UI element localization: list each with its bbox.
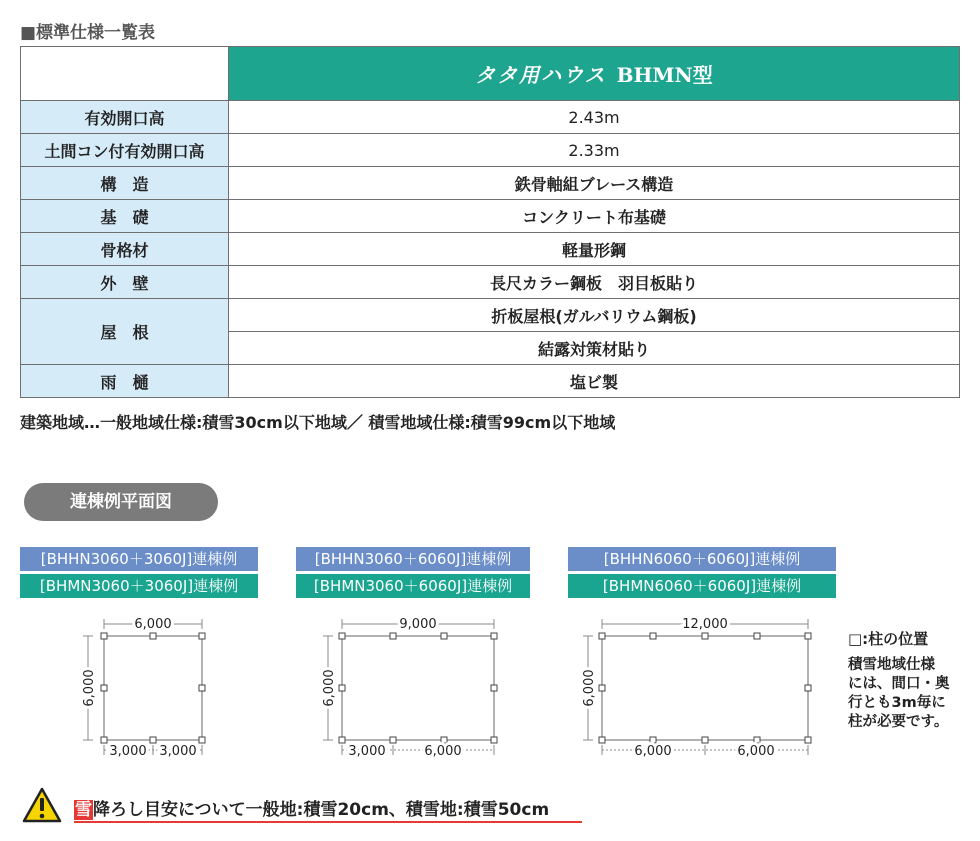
spec-row	[21, 266, 960, 299]
plan-bottom-dim: 3,000	[159, 744, 197, 759]
spec-value: 折板屋根(ガルバリウム鋼板)	[229, 299, 960, 332]
spec-value: 2.33m	[229, 134, 960, 167]
spec-row	[21, 299, 960, 332]
floor-plan-1	[76, 612, 226, 766]
plan-depth: 6,000	[322, 669, 337, 707]
plan-label-top: [BHHN3060＋6060J]連棟例	[296, 547, 530, 571]
snow-note-line: には、間口・奥	[848, 676, 950, 692]
spec-value: 塩ビ製	[229, 365, 960, 398]
spec-value: 2.43m	[229, 101, 960, 134]
warning-text	[74, 795, 549, 820]
plan-bottom-dim: 6,000	[737, 744, 775, 759]
warning-message: 降ろし目安について一般地:積雪20cm、積雪地:積雪50cm	[93, 800, 550, 820]
brand-model: BHMN型	[616, 63, 713, 87]
brand-cell	[229, 47, 960, 101]
spec-row	[21, 233, 960, 266]
plan-width: 12,000	[682, 617, 728, 632]
plan-width: 9,000	[399, 617, 437, 632]
plan-bottom-dim: 3,000	[109, 744, 147, 759]
warning-icon	[22, 787, 62, 823]
spec-label: 基 礎	[21, 200, 229, 233]
snow-region-note	[848, 656, 978, 732]
spec-label: 雨 樋	[21, 365, 229, 398]
column-legend: □:柱の位置	[848, 630, 929, 648]
spec-header-blank	[21, 47, 229, 101]
plan-bottom-dim: 6,000	[424, 744, 462, 759]
spec-value: 長尺カラー鋼板 羽目板貼り	[229, 266, 960, 299]
spec-row	[21, 167, 960, 200]
floor-plan-3	[576, 612, 816, 766]
plan-bottom-dim: 6,000	[634, 744, 672, 759]
snow-note-line: 柱が必要です。	[848, 714, 949, 730]
spec-value: コンクリート布基礎	[229, 200, 960, 233]
plan-label-bottom: [BHMN3060＋6060J]連棟例	[296, 574, 530, 598]
spec-row	[21, 200, 960, 233]
spec-label: 土間コン付有効開口高	[21, 134, 229, 167]
spec-value: 結露対策材貼り	[229, 332, 960, 365]
plan-section-title: 連棟例平面図	[24, 483, 218, 521]
snow-note-line: 行とも3m毎に	[848, 695, 946, 711]
warning-red-char: 雪	[75, 800, 92, 820]
spec-header-row	[21, 47, 960, 101]
spec-label: 外 壁	[21, 266, 229, 299]
brand-name: タタ用ハウス	[475, 63, 607, 87]
spec-row	[21, 134, 960, 167]
snow-warning	[22, 787, 582, 823]
spec-table	[20, 46, 960, 398]
plan-bottom-dim: 3,000	[348, 744, 386, 759]
section-title: ■標準仕様一覧表	[20, 23, 156, 43]
spec-label: 骨格材	[21, 233, 229, 266]
spec-row	[21, 101, 960, 134]
spec-label: 有効開口高	[21, 101, 229, 134]
plan-width: 6,000	[134, 617, 172, 632]
floor-plan-2	[316, 612, 506, 766]
plan-label-top: [BHHN3060＋3060J]連棟例	[20, 547, 258, 571]
plan-depth: 6,000	[82, 669, 97, 707]
spec-value: 軽量形鋼	[229, 233, 960, 266]
snow-note-line: 積雪地域仕様	[848, 657, 935, 673]
spec-label: 屋 根	[21, 299, 229, 365]
region-note: 建築地域…一般地域仕様:積雪30cm以下地域／ 積雪地域仕様:積雪99cm以下地域	[20, 413, 616, 432]
plan-label-top: [BHHN6060＋6060J]連棟例	[568, 547, 836, 571]
spec-label: 構 造	[21, 167, 229, 200]
spec-value: 鉄骨軸組ブレース構造	[229, 167, 960, 200]
spec-row	[21, 365, 960, 398]
plan-depth: 6,000	[582, 669, 597, 707]
warning-underline	[74, 821, 582, 823]
plan-label-bottom: [BHMN6060＋6060J]連棟例	[568, 574, 836, 598]
plan-label-bottom: [BHMN3060＋3060J]連棟例	[20, 574, 258, 598]
